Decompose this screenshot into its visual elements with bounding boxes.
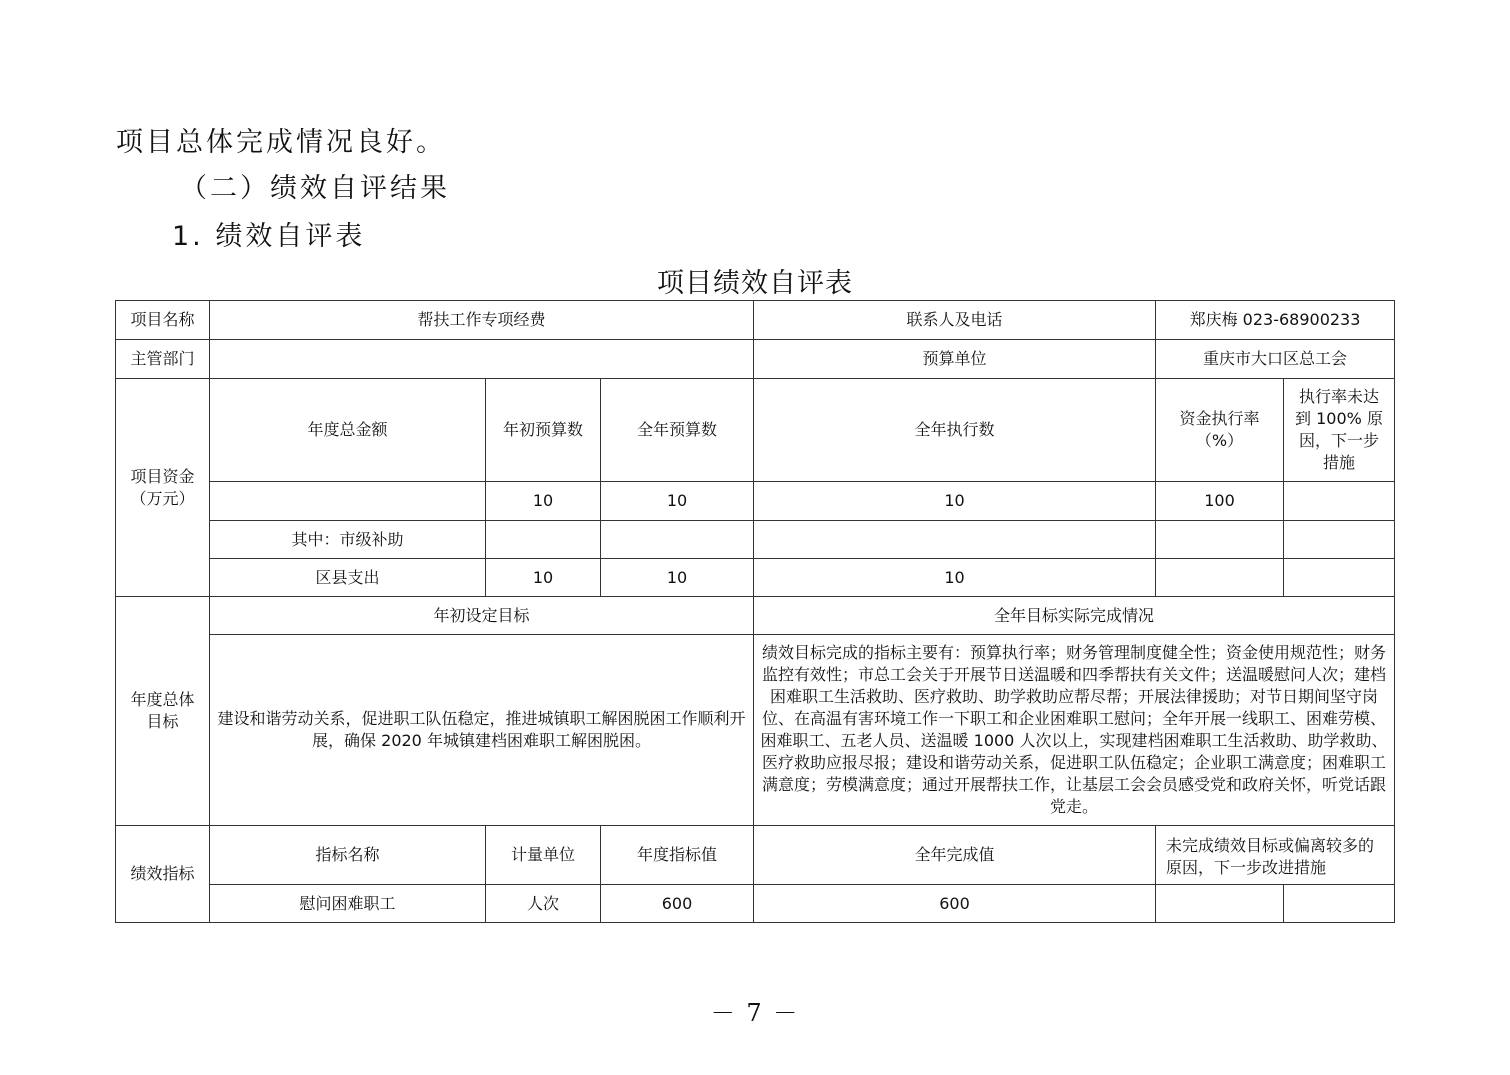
kpi-unit: 人次 xyxy=(486,885,601,923)
total-exec: 10 xyxy=(754,482,1156,521)
kpi-header-reason: 未完成绩效目标或偏离较多的原因，下一步改进措施 xyxy=(1156,826,1395,885)
city-reason xyxy=(1284,521,1395,559)
goal-content-row xyxy=(116,635,1395,826)
total-reason xyxy=(1284,482,1395,521)
goal-actual-text: 绩效目标完成的指标主要有：预算执行率；财务管理制度健全性；资金使用规范性；财务监控有效性；市总工会关于开展节日送温暖和四季帮扶有关文件；送温暖慰问人次；建档困难职工生活救助、医疗救助、助学救助应帮尽帮；开展法律援助；对节日期间坚守岗位、在高温有害环境工作一下职工和企业困难职工慰问；全年开展一线职工、困难劳模、困难职工、五老人员、送温暖 1000 人次以上，实现建档困难职工生活救助、助学救助、医疗救助应报尽报；建设和谐劳动关系，促进职工队伍稳定；企业职工满意度；困难职工满意度；劳模满意度；通过开展帮扶工作，让基层工会会员感受党和政府关怀，听党话跟党走。 xyxy=(754,635,1395,826)
budget-unit-label: 预算单位 xyxy=(754,340,1156,379)
total-amount xyxy=(210,482,486,521)
goal-actual-header: 全年目标实际完成情况 xyxy=(754,597,1395,635)
county-reason xyxy=(1284,559,1395,597)
page-number: － 7 － xyxy=(710,999,800,1027)
goal-set-text: 建设和谐劳动关系，促进职工队伍稳定，推进城镇职工解困脱困工作顺利开展，确保 2020 年城镇建档困难职工解困脱困。 xyxy=(210,635,754,826)
project-name-label: 项目名称 xyxy=(116,301,210,340)
county-full: 10 xyxy=(601,559,754,597)
county-initial: 10 xyxy=(486,559,601,597)
city-exec xyxy=(754,521,1156,559)
budget-unit-value: 重庆市大口区总工会 xyxy=(1156,340,1395,379)
annual-goal-label: 年度总体目标 xyxy=(116,597,210,826)
contact-value: 郑庆梅 023-68900233 xyxy=(1156,301,1395,340)
funds-total-row xyxy=(116,482,1395,521)
header-execution: 全年执行数 xyxy=(754,379,1156,482)
dept-label: 主管部门 xyxy=(116,340,210,379)
city-initial xyxy=(486,521,601,559)
kpi-header-actual: 全年完成值 xyxy=(754,826,1156,885)
kpi-label: 绩效指标 xyxy=(116,826,210,923)
total-full: 10 xyxy=(601,482,754,521)
dept-value xyxy=(210,340,754,379)
self-evaluation-table xyxy=(115,300,1395,923)
total-initial: 10 xyxy=(486,482,601,521)
header-rate: 资金执行率（%） xyxy=(1156,379,1284,482)
contact-label: 联系人及电话 xyxy=(754,301,1156,340)
table-row xyxy=(116,885,1395,923)
subsection-heading: 1. 绩效自评表 xyxy=(172,221,366,252)
table-title: 项目绩效自评表 xyxy=(657,268,853,299)
funds-header-row xyxy=(116,379,1395,482)
total-rate: 100 xyxy=(1156,482,1284,521)
header-full-year-budget: 全年预算数 xyxy=(601,379,754,482)
kpi-actual: 600 xyxy=(754,885,1156,923)
county-rate xyxy=(1156,559,1284,597)
kpi-header-name: 指标名称 xyxy=(210,826,486,885)
header-initial-budget: 年初预算数 xyxy=(486,379,601,482)
kpi-header-target: 年度指标值 xyxy=(601,826,754,885)
project-name-value: 帮扶工作专项经费 xyxy=(210,301,754,340)
kpi-header-row xyxy=(116,826,1395,885)
county-spending-row xyxy=(116,559,1395,597)
county-spending-label: 区县支出 xyxy=(210,559,486,597)
goal-set-header: 年初设定目标 xyxy=(210,597,754,635)
funds-label: 项目资金（万元） xyxy=(116,379,210,597)
project-name-row xyxy=(116,301,1395,340)
header-reason: 执行率未达到 100% 原因，下一步措施 xyxy=(1284,379,1395,482)
city-subsidy-label: 其中：市级补助 xyxy=(210,521,486,559)
county-exec: 10 xyxy=(754,559,1156,597)
kpi-target: 600 xyxy=(601,885,754,923)
kpi-extra xyxy=(1284,885,1395,923)
section-heading: （二）绩效自评结果 xyxy=(180,173,450,204)
header-total: 年度总金额 xyxy=(210,379,486,482)
city-full xyxy=(601,521,754,559)
department-row xyxy=(116,340,1395,379)
city-subsidy-row xyxy=(116,521,1395,559)
kpi-name: 慰问困难职工 xyxy=(210,885,486,923)
kpi-reason xyxy=(1156,885,1284,923)
intro-line-1: 项目总体完成情况良好。 xyxy=(116,127,446,158)
goal-header-row xyxy=(116,597,1395,635)
city-rate xyxy=(1156,521,1284,559)
kpi-header-unit: 计量单位 xyxy=(486,826,601,885)
